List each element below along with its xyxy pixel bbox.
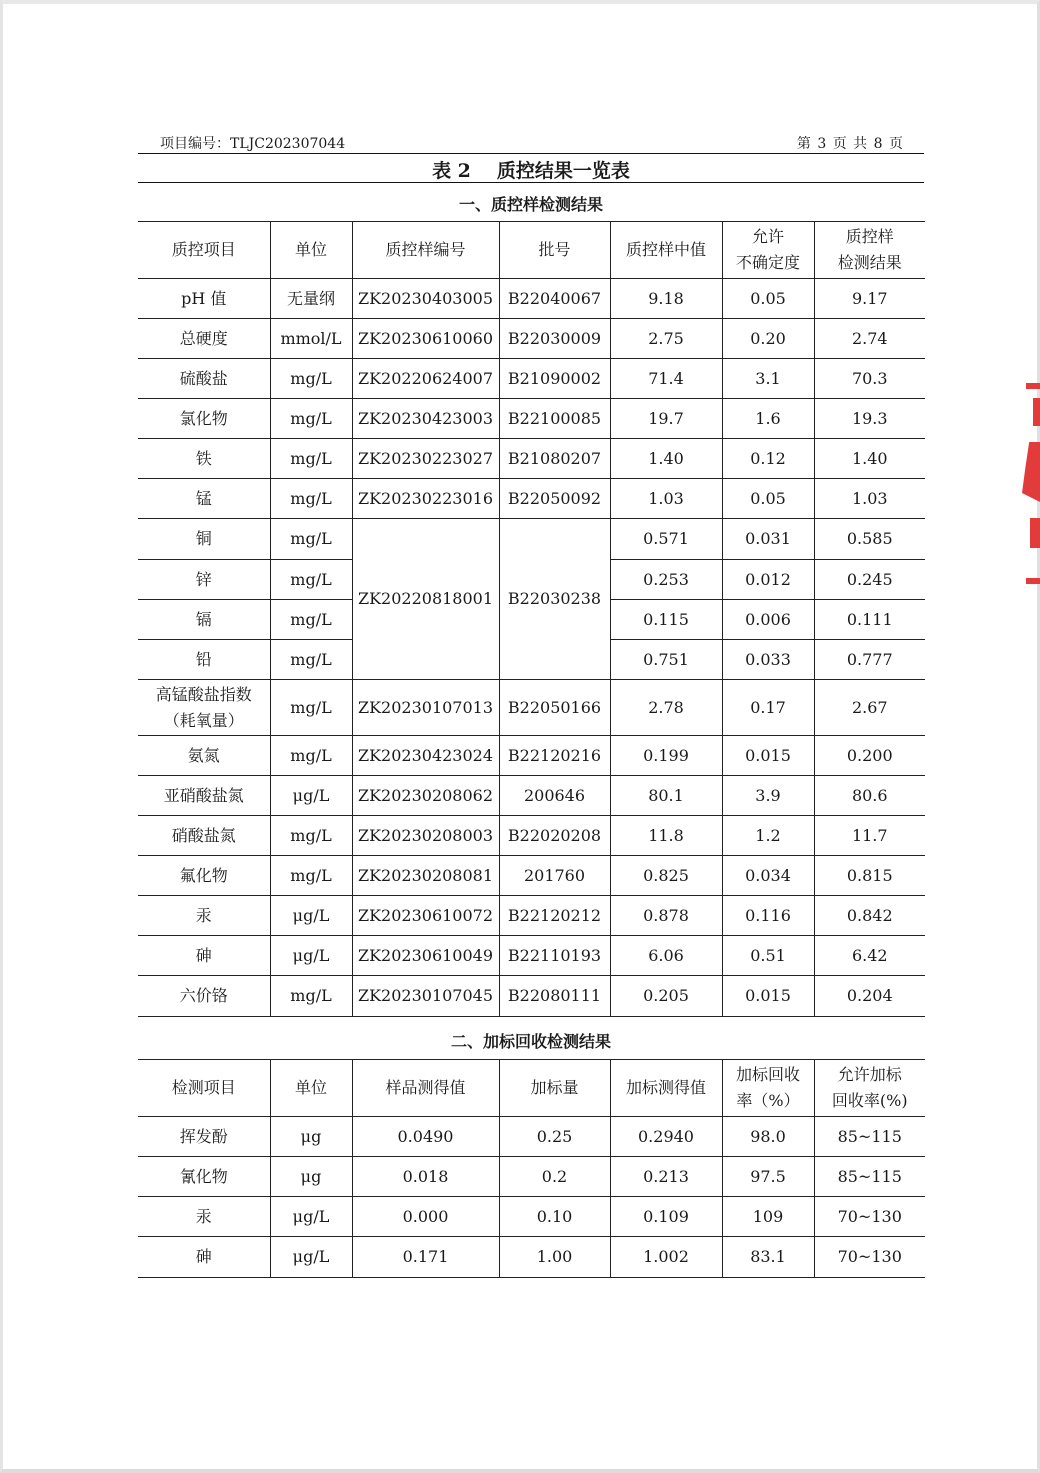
cell: B22120212 [499, 896, 610, 936]
cell: 挥发酚 [138, 1117, 270, 1157]
cell: 0.018 [352, 1157, 499, 1197]
cell: 氟化物 [138, 856, 270, 896]
cell: mg/L [270, 399, 352, 439]
cell: ZK20230107045 [352, 976, 499, 1017]
merged-code-cell: ZK20220818001 [352, 519, 499, 680]
cell: 铅 [138, 640, 270, 680]
cell: 2.67 [814, 680, 925, 736]
cell: 3.1 [722, 359, 814, 399]
cell: 硫酸盐 [138, 359, 270, 399]
cell: 0.20 [722, 319, 814, 359]
table-row [138, 1197, 925, 1237]
cell: 镉 [138, 600, 270, 640]
cell: μg/L [270, 776, 352, 816]
header-rule [138, 153, 924, 154]
table-row [138, 896, 925, 936]
table-row [138, 519, 925, 560]
table-row [138, 936, 925, 976]
seal-fragment [1026, 383, 1040, 389]
cell: ZK20230423024 [352, 736, 499, 776]
cell: 0.815 [814, 856, 925, 896]
cell: 97.5 [722, 1157, 814, 1197]
cell: ZK20230423003 [352, 399, 499, 439]
cell: 0.777 [814, 640, 925, 680]
cell: mg/L [270, 439, 352, 479]
cell: 0.878 [610, 896, 722, 936]
cell: 200646 [499, 776, 610, 816]
cell: mg/L [270, 519, 352, 560]
cell: mg/L [270, 816, 352, 856]
seal-fragment [1030, 518, 1040, 548]
cell: 锌 [138, 560, 270, 600]
table-row [138, 776, 925, 816]
cell: 0.033 [722, 640, 814, 680]
cell: B22110193 [499, 936, 610, 976]
cell: 1.40 [610, 439, 722, 479]
section2-title: 二、加标回收检测结果 [450, 1032, 611, 1051]
cell: 9.18 [610, 279, 722, 319]
cell: 锰 [138, 479, 270, 519]
cell: μg [270, 1157, 352, 1197]
cell: ZK20230403005 [352, 279, 499, 319]
cell: mg/L [270, 359, 352, 399]
header-cell: 加标测得值 [610, 1060, 722, 1117]
cell: mg/L [270, 856, 352, 896]
cell: 汞 [138, 1197, 270, 1237]
table-row [138, 736, 925, 776]
cell: 11.7 [814, 816, 925, 856]
cell: B22050166 [499, 680, 610, 736]
cell: 70~130 [814, 1237, 925, 1278]
cell: 0.015 [722, 736, 814, 776]
cell: 1.6 [722, 399, 814, 439]
cell: 砷 [138, 936, 270, 976]
header-cell: 检测项目 [138, 1060, 270, 1117]
cell: 2.75 [610, 319, 722, 359]
cell: 0.10 [499, 1197, 610, 1237]
table-row [138, 399, 925, 439]
table-title [138, 156, 924, 183]
cell: 1.40 [814, 439, 925, 479]
cell: 19.3 [814, 399, 925, 439]
table-row [138, 359, 925, 399]
cell: 铁 [138, 439, 270, 479]
table-number: 表 2 [432, 160, 471, 182]
header-cell: 质控样中值 [610, 222, 722, 279]
cell: 氰化物 [138, 1157, 270, 1197]
header-cell: 批号 [499, 222, 610, 279]
spike-recovery-table [138, 1059, 925, 1278]
cell: 9.17 [814, 279, 925, 319]
cell: 0.05 [722, 279, 814, 319]
cell: 0.031 [722, 519, 814, 560]
cell: 铜 [138, 519, 270, 560]
cell: ZK20230208062 [352, 776, 499, 816]
cell: 0.205 [610, 976, 722, 1017]
table-row [138, 279, 925, 319]
cell: ZK20230208003 [352, 816, 499, 856]
cell: mg/L [270, 600, 352, 640]
cell: 0.109 [610, 1197, 722, 1237]
cell: 0.571 [610, 519, 722, 560]
table-row [138, 1117, 925, 1157]
cell: B22040067 [499, 279, 610, 319]
cell: 0.204 [814, 976, 925, 1017]
cell: 71.4 [610, 359, 722, 399]
cell: 70~130 [814, 1197, 925, 1237]
cell: 总硬度 [138, 319, 270, 359]
cell: mg/L [270, 680, 352, 736]
cell: 氯化物 [138, 399, 270, 439]
cell: B21090002 [499, 359, 610, 399]
cell: μg/L [270, 896, 352, 936]
cell: mg/L [270, 976, 352, 1017]
header-cell: 单位 [270, 1060, 352, 1117]
cell: ZK20230223016 [352, 479, 499, 519]
cell: B22050092 [499, 479, 610, 519]
cell: 3.9 [722, 776, 814, 816]
cell: 109 [722, 1197, 814, 1237]
cell: 83.1 [722, 1237, 814, 1278]
cell: 2.74 [814, 319, 925, 359]
cell: 0.015 [722, 976, 814, 1017]
cell: 70.3 [814, 359, 925, 399]
header-cell: 加标回收 率（%） [722, 1060, 814, 1117]
cell: 80.1 [610, 776, 722, 816]
cell: 高锰酸盐指数 （耗氧量） [138, 680, 270, 736]
cell: 六价铬 [138, 976, 270, 1017]
cell: mg/L [270, 736, 352, 776]
cell: 1.03 [610, 479, 722, 519]
cell: 0.0490 [352, 1117, 499, 1157]
header-cell: 质控样编号 [352, 222, 499, 279]
cell: μg/L [270, 1237, 352, 1278]
cell: B21080207 [499, 439, 610, 479]
cell: 0.034 [722, 856, 814, 896]
cell: 98.0 [722, 1117, 814, 1157]
table-header-row [138, 1060, 925, 1117]
cell: μg/L [270, 1197, 352, 1237]
table-row [138, 479, 925, 519]
cell: 0.585 [814, 519, 925, 560]
cell: 0.05 [722, 479, 814, 519]
table-title-text: 质控结果一览表 [496, 160, 630, 182]
seal-fragment [1026, 578, 1040, 584]
cell: 0.213 [610, 1157, 722, 1197]
cell: 0.253 [610, 560, 722, 600]
cell: 0.842 [814, 896, 925, 936]
cell: 80.6 [814, 776, 925, 816]
cell: 0.12 [722, 439, 814, 479]
table-row [138, 319, 925, 359]
cell: 0.245 [814, 560, 925, 600]
title-rule [138, 182, 924, 183]
cell: 0.25 [499, 1117, 610, 1157]
cell: ZK20230107013 [352, 680, 499, 736]
cell: 1.002 [610, 1237, 722, 1278]
cell: 0.17 [722, 680, 814, 736]
table-row [138, 439, 925, 479]
header-cell: 加标量 [499, 1060, 610, 1117]
cell: μg/L [270, 936, 352, 976]
header-cell: 样品测得值 [352, 1060, 499, 1117]
cell: 1.00 [499, 1237, 610, 1278]
cell: 氨氮 [138, 736, 270, 776]
cell: ZK20220624007 [352, 359, 499, 399]
cell: 2.78 [610, 680, 722, 736]
cell: B22020208 [499, 816, 610, 856]
cell: 6.42 [814, 936, 925, 976]
cell: 0.116 [722, 896, 814, 936]
cell: 85~115 [814, 1117, 925, 1157]
table-row [138, 816, 925, 856]
table-header-row [138, 222, 925, 279]
cell: 0.006 [722, 600, 814, 640]
table-row [138, 1237, 925, 1278]
table-row [138, 1157, 925, 1197]
cell: 201760 [499, 856, 610, 896]
cell: 0.2 [499, 1157, 610, 1197]
cell: pH 值 [138, 279, 270, 319]
cell: 6.06 [610, 936, 722, 976]
cell: 亚硝酸盐氮 [138, 776, 270, 816]
cell: 19.7 [610, 399, 722, 439]
cell: 0.115 [610, 600, 722, 640]
table-row [138, 856, 925, 896]
cell: mg/L [270, 640, 352, 680]
cell: 0.2940 [610, 1117, 722, 1157]
cell: ZK20230208081 [352, 856, 499, 896]
page-number: 第 3 页 共 8 页 [796, 136, 904, 152]
header-cell: 单位 [270, 222, 352, 279]
cell: ZK20230610049 [352, 936, 499, 976]
cell: 汞 [138, 896, 270, 936]
header-cell: 质控项目 [138, 222, 270, 279]
section1-title: 一、质控样检测结果 [458, 195, 603, 214]
cell: 0.171 [352, 1237, 499, 1278]
project-number: 项目编号：TLJC202307044 [160, 136, 346, 152]
cell: μg [270, 1117, 352, 1157]
cell: 85~115 [814, 1157, 925, 1197]
cell: 砷 [138, 1237, 270, 1278]
cell: ZK20230223027 [352, 439, 499, 479]
seal-fragment [1033, 398, 1040, 426]
cell: B22100085 [499, 399, 610, 439]
cell: mmol/L [270, 319, 352, 359]
cell: mg/L [270, 479, 352, 519]
cell: B22030009 [499, 319, 610, 359]
cell: 1.03 [814, 479, 925, 519]
table-row [138, 976, 925, 1017]
cell: 0.000 [352, 1197, 499, 1237]
header-cell: 允许加标 回收率(%) [814, 1060, 925, 1117]
cell: 0.51 [722, 936, 814, 976]
cell: 硝酸盐氮 [138, 816, 270, 856]
cell: 0.825 [610, 856, 722, 896]
header-cell: 质控样 检测结果 [814, 222, 925, 279]
merged-batch-cell: B22030238 [499, 519, 610, 680]
header-cell: 允许 不确定度 [722, 222, 814, 279]
page-header [138, 133, 904, 153]
table-row [138, 680, 925, 736]
cell: 11.8 [610, 816, 722, 856]
cell: 0.751 [610, 640, 722, 680]
cell: B22120216 [499, 736, 610, 776]
cell: ZK20230610072 [352, 896, 499, 936]
cell: 无量纲 [270, 279, 352, 319]
cell: ZK20230610060 [352, 319, 499, 359]
cell: 1.2 [722, 816, 814, 856]
cell: B22080111 [499, 976, 610, 1017]
qc-sample-table [138, 221, 925, 1017]
cell: 0.111 [814, 600, 925, 640]
cell: 0.012 [722, 560, 814, 600]
cell: 0.200 [814, 736, 925, 776]
cell: mg/L [270, 560, 352, 600]
cell: 0.199 [610, 736, 722, 776]
